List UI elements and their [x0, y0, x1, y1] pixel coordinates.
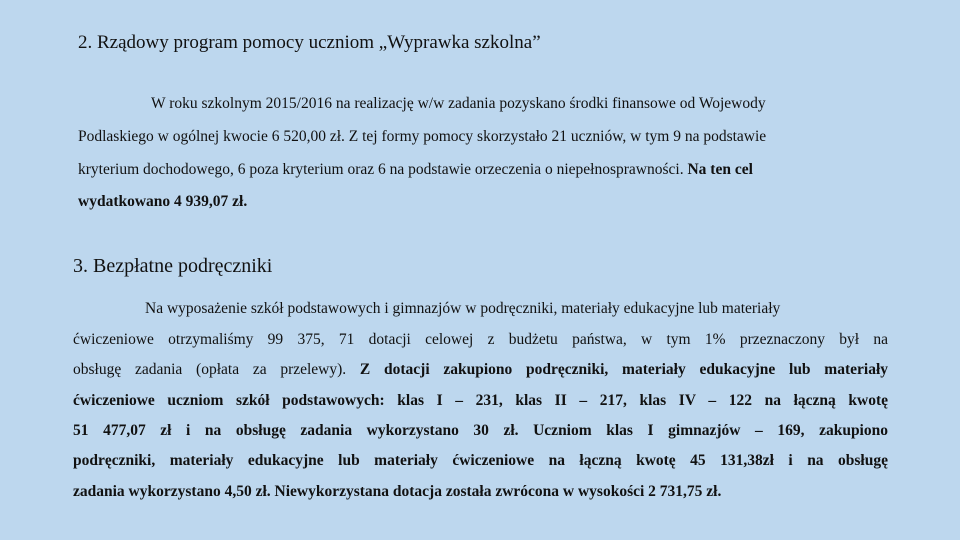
paragraph-line: podręczniki, materiały edukacyjne lub materiały ćwiczeniowe na łączną kwotę 45 131,38zł i na obsługę	[73, 452, 888, 469]
section-2-heading: 2. Rządowy program pomocy uczniom „Wyprawka szkolna”	[78, 32, 541, 53]
paragraph-line: 51 477,07 zł i na obsługę zadania wykorzystano 30 zł. Uczniom klas I gimnazjów – 169, zakupiono	[73, 422, 888, 439]
paragraph-line: Podlaskiego w ogólnej kwocie 6 520,00 zł. Z tej formy pomocy skorzystało 21 uczniów, w tym 9 na podstawie	[78, 128, 767, 145]
paragraph-line: W roku szkolnym 2015/2016 na realizację w/w zadania pozyskano środki finansowe od Wojewody	[151, 95, 766, 112]
paragraph-line: wydatkowano 4 939,07 zł.	[78, 193, 248, 210]
paragraph-line: ćwiczeniowe otrzymaliśmy 99 375, 71 dotacji celowej z budżetu państwa, w tym 1% przeznaczony był na	[73, 331, 888, 348]
paragraph-line: Na wyposażenie szkół podstawowych i gimnazjów w podręczniki, materiały edukacyjne lub materiały	[145, 300, 781, 317]
paragraph-line: kryterium dochodowego, 6 poza kryterium oraz 6 na podstawie orzeczenia o niepełnosprawności. Na ten cel	[78, 161, 753, 178]
paragraph-line: ćwiczeniowe uczniom szkół podstawowych: klas I – 231, klas II – 217, klas IV – 122 na łączną kwotę	[73, 392, 888, 409]
paragraph-line: zadania wykorzystano 4,50 zł. Niewykorzystana dotacja została zwrócona w wysokości 2 731,75 zł.	[73, 483, 722, 500]
paragraph-line: obsługę zadania (opłata za przelewy). Z dotacji zakupiono podręczniki, materiały edukacyjne lub materiały	[73, 361, 888, 378]
section-3-heading: 3. Bezpłatne podręczniki	[73, 255, 273, 277]
